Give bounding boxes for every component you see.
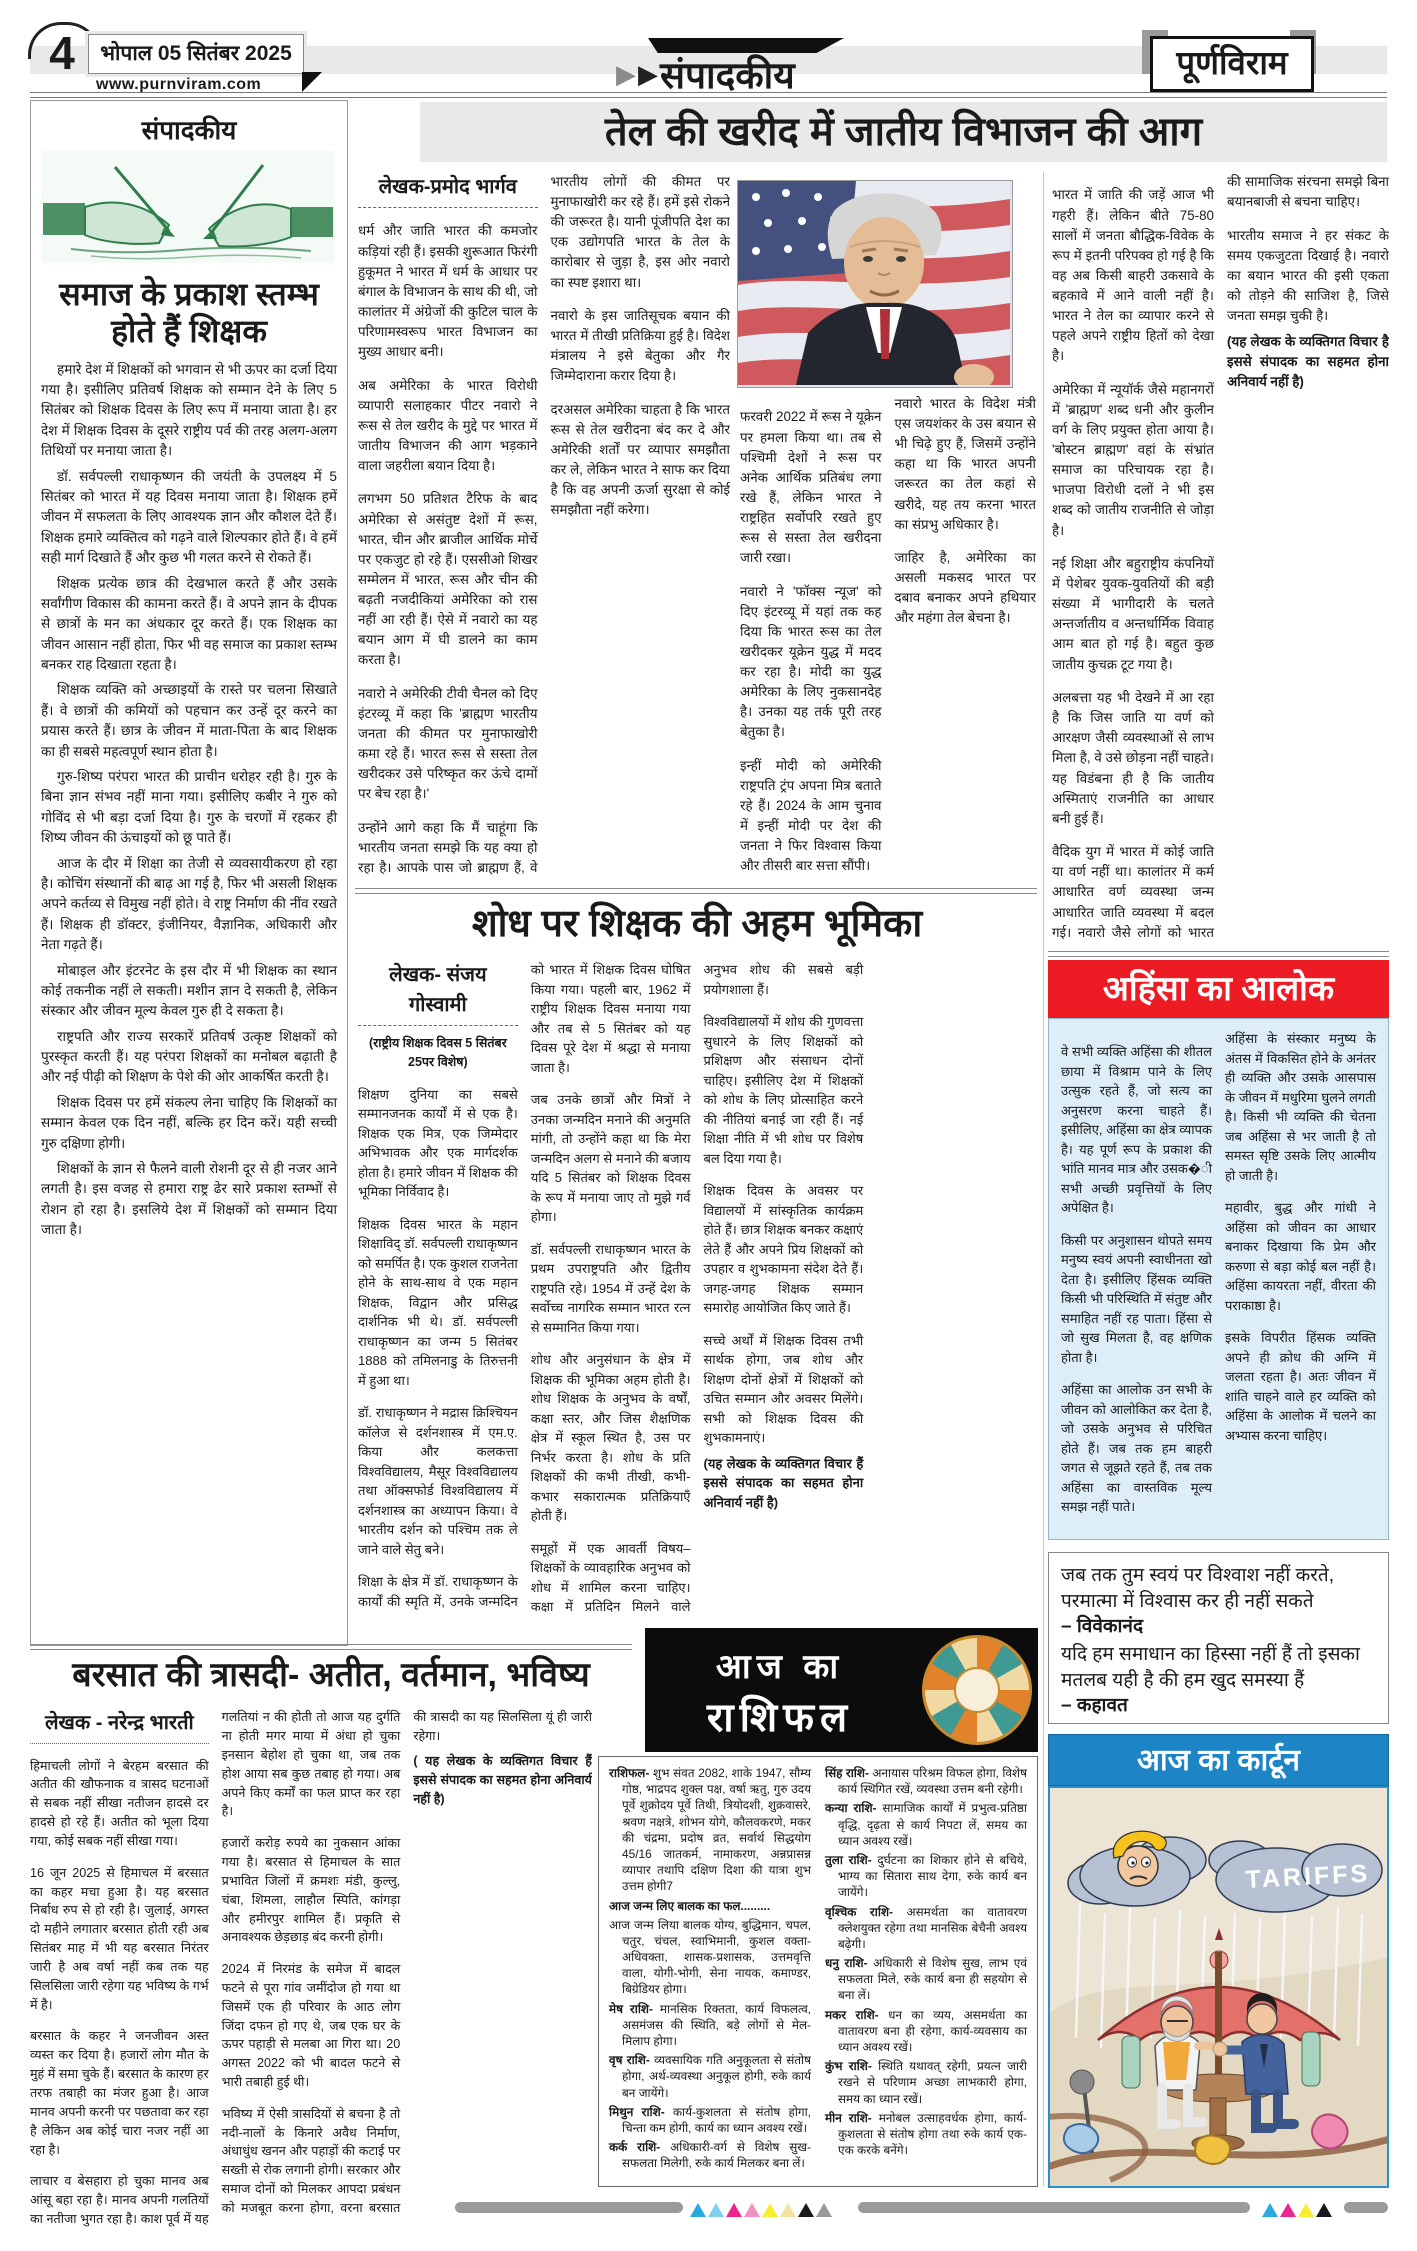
paragraph: फरवरी 2022 में रूस ने यूक्रेन पर हमला किया था। तब से पश्चिमी देशों ने रूस पर अनेक आर्थिक प्रतिबंध लगा रखे हैं, लेकिन भारत ने राष्ट्रहित सर्वोपरि रखते हुए रूस से सस्ता तेल खरीदना जारी रखा।: [740, 409, 882, 566]
quote-author: – कहावत: [1061, 1695, 1128, 1717]
horoscope-title-line2: राशिफल: [706, 1696, 854, 1740]
horoscope-entry: मकर राशि- धन का व्यय, असमर्थता का वातावरण बना ही रहेगा, कार्य-व्यवसाय का ध्यान अवश्य रखें।: [825, 2007, 1028, 2054]
rain-disclaimer: ( यह लेखक के व्यक्तिगत विचार हैं इससे संपादक का सहमत होना अनिवार्य नहीं है): [413, 1753, 592, 1806]
writing-hands-illustration: [41, 151, 335, 263]
cartoon-title: आज का कार्टून: [1048, 1734, 1389, 1786]
rain-article-columns: [30, 1708, 592, 2242]
paragraph: डॉ. सर्वपल्ली राधाकृष्णन की जयंती के उपलक्ष्य में 5 सितंबर को भारत में यह दिवस मनाया जाता है। शिक्षक हमें जीवन में सफलता के लिए आवश्यक ज्ञान और कौशल देते हैं। शिक्षक हमारे व्यक्तित्व को गढ़ने वाले शिल्पकार होते हैं। वे हमें सही मार्ग दिखाते हैं और कुछ भी गलत करने से रोकते हैं।: [41, 468, 337, 566]
paragraph: डॉ. राधाकृष्णन ने मद्रास क्रिश्चियन कॉलेज से दर्शनशास्त्र में एम.ए. किया और कलकत्ता विश्वविद्यालय, मैसूर विश्वविद्यालय तथा ऑक्सफोर्ड विश्वविद्यालय में दर्शनशास्त्र का अध्यापन किया। वे भारतीय दर्शन को पश्चिम तक ले जाने वाले सेतु बने।: [358, 1405, 518, 1557]
paragraph: नवारो के इस जातिसूचक बयान की भारत में तीखी प्रतिक्रिया हुई है। विदेश मंत्रालय ने इसे बेतुका और गैर जिम्मेदाराना करार दिया है।: [550, 308, 730, 384]
horoscope-header: [645, 1628, 1038, 1752]
chevron-right-icon: ▶: [616, 58, 636, 89]
tariffs-rain-cartoon: [1050, 1788, 1387, 2186]
lead-article-left-columns: [358, 172, 730, 882]
research-headline: शोध पर शिक्षक की अहम भूमिका: [471, 903, 923, 945]
horoscope-intro-label: राशिफल-: [609, 1766, 650, 1780]
paragraph: शिक्षा के क्षेत्र में डॉ. राधाकृष्णन के कार्यों की स्मृति में, उनके जन्मदिन को भारत में शिक्षक दिवस घोषित किया गया। पहली बार, 1962 में राष्ट्रीय शिक्षक दिवस मनाया गया और तब से 5 सितंबर को यह दिवस पूरे देश में श्रद्धा से मनाया जाता है।: [358, 962, 691, 1609]
lead-right-text: [1052, 172, 1389, 950]
paragraph: अब अमेरिका के भारत विरोधी व्यापारी सलाहकार पीटर नवारो ने रूस से तेल खरीद के मुद्दे पर भारत में जातीय विभाजन की आग भड़काने वाला जहरीला बयान दिया है।: [358, 377, 538, 473]
horoscope-intro-text: शुभ संवत 2082, शाके 1947, सौम्य गोष्ठ, भाद्रपद शुक्ल पक्ष, वर्षा ऋतु, गुरु उदय पूर्वे शुक्रोदय पूर्वे तिथी, त्रियोदशी, शुक्रवासरे, श्रवण नक्षत्रे, शोभन योगे, कौलवकरणे, मकर की चंद्रमा, प्रदोष व्रत, सर्वार्थ सिद्धयोग 45/16 जातकर्म, नामाकरण, अन्नप्रासन्न व्यापार तथापि दक्षिण दिशा की यात्रा शुभ उत्तम होगी7: [622, 1766, 811, 1894]
page-number: 4: [49, 27, 75, 79]
paragraph: उन्होंने आगे कहा कि मैं चाहूंगा कि भारतीय जनता समझे कि यह क्या हो रहा है। आपके पास जो ब्राह्मण हैं, वे भारतीय लोगों की कीमत पर मुनाफाखोरी कर रहे हैं। हमें इसे रोकने की जरूरत है। यानी पूंजीपति देश का एक उद्योगपति भारत के तेल के कारोबार से जुड़ा है, इस ओर नवारो का स्पष्ट इशारा था।: [358, 174, 730, 876]
lead-disclaimer: (यह लेखक के व्यक्तिगत विचार है इससे संपादक का सहमत होना अनिवार्य नहीं है): [1227, 334, 1389, 390]
paragraph: मोबाइल और इंटरनेट के इस दौर में भी शिक्षक का स्थान कोई तकनीक नहीं ले सकती। मशीन ज्ञान दे सकती है, लेकिन संस्कार और जीवन मूल्य केवल गुरु ही दे सकता है।: [41, 962, 337, 1019]
lead-headline: तेल की खरीद में जातीय विभाजन की आग: [420, 102, 1387, 162]
horoscope-title: [655, 1642, 905, 1743]
registration-bar: [858, 2202, 1250, 2213]
paragraph: समूहों में एक आवर्ती विषय–शिक्षकों के व्यावहारिक अनुभव को शोध में शामिल करना चाहिए। कक्षा में प्रतिदिन मिलने वाले अनुभव शोध की सबसे बड़ी प्रयोगशाला हैं।: [530, 962, 864, 1614]
paragraph: डॉ. सर्वपल्ली राधाकृष्णन भारत के प्रथम उपराष्ट्रपति और द्वितीय राष्ट्रपति रहे। 1954 में उन्हें देश के सर्वोच्च नागरिक सम्मान भारत रत्न से सम्मानित किया गया।: [530, 1241, 691, 1335]
paragraph: नवारो भारत के विदेश मंत्री एस जयशंकर के उस बयान से भी चिढ़े हुए हैं, जिसमें उन्होंने कहा था कि भारत अपनी जरूरत का तेल कहां से खरीदे, यह तय करना भारत का संप्रभु अधिकार है।: [894, 396, 1036, 532]
paragraph: 2024 में निरमंड के समेज में बादल फटने से पूरा गांव जमींदोज हो गया था जिसमें एक ही परिवार के आठ लोग जिंदा दफन हो गए थे, जब एक घर के ऊपर पहाड़ी से मलबा आ गिरा था। 20 अगस्त 2022 को भी बादल फटने से भारी तबाही हुई थी।: [221, 1961, 401, 2090]
paragraph: शिक्षक प्रत्येक छात्र की देखभाल करते हैं और उसके सर्वांगीण विकास की कामना करते हैं। वे अपने ज्ञान के दीपक से छात्रों के मन का अंधकार दूर करते हैं। एक शिक्षक का जीवन आसान नहीं होता, फिर भी वह समाज का प्रकाश स्तम्भ बनकर राह दिखाता रहता है।: [41, 575, 337, 673]
paragraph: विश्वविद्यालयों में शोध की गुणवत्ता सुधारने के लिए शिक्षकों को प्रशिक्षण और संसाधन दोनों चाहिए। इसीलिए देश में शिक्षकों को शोध के लिए प्रोत्साहित करने की नीतियां बनाई जा रही हैं। नई शिक्षा नीति में भी शोध पर विशेष बल दिया गया है।: [703, 1014, 864, 1166]
zodiac-wheel-icon: [922, 1635, 1032, 1745]
paragraph: भारतीय समाज ने हर संकट के समय एकजुटता दिखाई है। नवारो का बयान भारत की इसी एकता को तोड़ने की साजिश है, जिसे जनता समझ चुकी है।: [1227, 227, 1389, 324]
horoscope-box: [598, 1756, 1038, 2187]
horoscope-title-line1: आज का: [715, 1648, 845, 1686]
cartoon-image: [1048, 1786, 1389, 2188]
quote-text: यदि हम समाधान का हिस्सा नहीं हैं तो इसका मतलब यही है की हम खुद समस्या हैं: [1061, 1643, 1360, 1691]
paragraph: शिक्षक व्यक्ति को अच्छाइयों के रास्ते पर चलना सिखाते हैं। वे छात्रों की कमियों को पहचान कर उन्हें दूर करने का प्रयास करते हैं। छात्र के जीवन में माता-पिता के बाद शिक्षक का ही सबसे महत्वपूर्ण स्थान होता है।: [41, 682, 337, 759]
quotes-box: [1048, 1552, 1389, 1724]
paragraph: धर्म और जाति भारत की कमजोर कड़ियां रही हैं। इसकी शुरूआत फिरंगी हुकूमत ने भारत में धर्म के आधार पर बंगाल के विभाजन के साथ की थी, जो कालांतर में अंग्रेजों की कुटिल चाल के परिणामस्वरूप भारत विभाजन का मुख्य आधार बनी।: [358, 223, 538, 360]
horoscope-entry: धनु राशि- अधिकारी से विशेष सुख, लाभ एवं सफलता मिले, रुके कार्य बना ही सहयोग से बना लें।: [825, 1956, 1027, 2003]
paragraph: राष्ट्रपति और राज्य सरकारें प्रतिवर्ष उत्कृष्ट शिक्षकों को पुरस्कृत करती हैं। यह परंपरा शिक्षकों का मनोबल बढ़ाती है और नई पीढ़ी को शिक्षण के पेशे की ओर आकर्षित करती है।: [41, 1028, 337, 1085]
paragraph: 16 जून 2025 से हिमाचल में बरसात का कहर मचा हुआ है। यह बरसात निर्बाध रुप से हो रही है। जुलाई, अगस्त दो महीने लगातार बरसात होती रही अब सितंबर माह में भी यह बरसात निरंतर जारी है अब वर्षा नहीं कब तक यह सिलसिला जारी रहेगा यह भविष्य के गर्भ में है।: [30, 1865, 209, 2012]
navarro-flag-photo: [738, 181, 1010, 385]
paragraph: शोध और अनुसंधान के क्षेत्र में शिक्षक की भूमिका अहम होती है। शोध शिक्षक के अनुभव के वर्षों, कक्षा स्तर, और जिस शैक्षणिक क्षेत्र में स्कूल स्थित है, उस पर निर्भर करता है। शोध के प्रति शिक्षकों की कभी तीखी, कभी-कभार सकारात्मक प्रतिक्रियाएँ होती हैं।: [530, 1352, 691, 1523]
ahimsa-body: [1048, 1018, 1389, 1540]
column-divider: [1043, 172, 1044, 2186]
chevron-right-icon: ▶: [638, 58, 658, 89]
ahimsa-text: [1061, 1029, 1376, 1529]
paragraph: नवारो ने 'फॉक्स न्यूज' को दिए इंटरव्यू में यहां तक कह दिया कि भारत रूस का तेल खरीदकर यूक्रेन युद्ध में मदद कर रहा है। मोदी का युद्ध अमेरिका के लिए नुकसानदेह है। उनका यह तर्क पूरी तरह बेतुका है।: [740, 583, 882, 740]
paragraph: महावीर, बुद्ध और गांधी ने अहिंसा को जीवन का आधार बनाकर दिखाया कि प्रेम और करुणा से बड़ा कोई बल नहीं है। अहिंसा कायरता नहीं, वीरता की पराकाष्ठा है।: [1225, 1200, 1376, 1313]
website-url: www.purnviram.com: [96, 76, 262, 93]
paragraph: शिक्षक दिवस के अवसर पर विद्यालयों में सांस्कृतिक कार्यक्रम होते हैं। छात्र शिक्षक बनकर कक्षाएं लेते हैं और अपने प्रिय शिक्षकों को उपहार व शुभकामना संदेश देते हैं। जगह-जगह शिक्षक सम्मान समारोह आयोजित किए जाते हैं।: [703, 1183, 864, 1315]
paragraph: अलबत्ता यह भी देखने में आ रहा है कि जिस जाति या वर्ण को आरक्षण जैसी व्यवस्थाओं से लाभ मिला है, वे उसे छोड़ना नहीं चाहते। यह विडंबना ही है कि जातीय अस्मिताएं राजनीति का आधार बनी हुई हैं।: [1052, 690, 1214, 826]
horoscope-birth-title: आज जन्म लिए बालक का फल.........: [609, 1898, 771, 1913]
paragraph: बरसात के कहर ने जनजीवन अस्त व्यस्त कर दिया है। हजारों लोग मौत के मुहं में समा चुके हैं। बरसात के कारण हर तरफ तबाही का मंजर हुआ है। आज मानव अपनी करनी पर पछतावा कर रहा है लेकिन अब कोई चारा नजर नहीं आ रहा है।: [30, 2029, 209, 2157]
ahimsa-title: अहिंसा का आलोक: [1048, 960, 1389, 1018]
paragraph: गुरु-शिष्य परंपरा भारत की प्राचीन धरोहर रही है। गुरु के बिना ज्ञान संभव नहीं माना गया। इसीलिए कबीर ने गुरु को गोविंद से भी बड़ा दर्जा दिया है। गुरु के चरणों में रहकर ही शिष्य जीवन की ऊंचाइयों को छू पाते हैं।: [41, 769, 337, 846]
lead-byline: लेखक-प्रमोद भार्गव: [358, 172, 538, 208]
editorial-kicker: संपादकीय: [141, 115, 237, 145]
masthead: पूर्णविराम: [1150, 36, 1314, 92]
paragraph: अहिंसा का आलोक उन सभी के जीवन को आलोकित कर देता है, जो उसके अनुभव से परिचित होते हैं। जब तक हम बाहरी जगत से जूझते रहते हैं, तब तक अहिंसा का वास्तविक मूल्य समझ नहीं पाते।: [1061, 1382, 1212, 1514]
paragraph: अमेरिका में न्यूयॉर्क जैसे महानगरों में 'ब्राह्मण' शब्द धनी और कुलीन वर्ग के लिए प्रयुक्त होता आया है। 'बोस्टन ब्राह्मण' वहां के संभ्रांत समाज का परिचायक रहा है। भाजपा विरोधी दलों ने भी इस शब्द को जातीय राजनीति से जोड़ा है।: [1052, 381, 1214, 538]
research-note: (राष्ट्रीय शिक्षक दिवस 5 सितंबर 25पर विशेष): [368, 1036, 507, 1069]
paragraph: नवारो ने अमेरिकी टीवी चैनल को दिए इंटरव्यू में कहा कि 'ब्राह्मण भारतीय जनता की कीमत पर मुनाफाखोरी कमा रहे हैं। भारत रूस से सस्ता तेल खरीदकर उसे परिष्कृत कर ऊंचे दामों पर बेच रहा है।': [358, 685, 538, 802]
paragraph: जब उनके छात्रों और मित्रों ने उनका जन्मदिन मनाने की अनुमति मांगी, तो उन्होंने कहा था कि मेरा जन्मदिन अलग से मनाने की बजाय यदि 5 सितंबर को शिक्षक दिवस के रूप में मनाया जाए तो मुझे गर्व होगा।: [530, 1092, 691, 1224]
horoscope-entry: कर्क राशि- अधिकारी-वर्ग से विशेष सुख-सफलता मिलेगी, रुके कार्य मिलकर बना लें।: [609, 2140, 811, 2171]
paragraph: इसके विपरीत हिंसक व्यक्ति अपने ही क्रोध की अग्नि में जलता रहता है। अतः जीवन में शांति चाहने वाले हर व्यक्ति को अहिंसा के आलोक में चलने का अभ्यास करना चाहिए।: [1225, 1330, 1376, 1443]
paragraph: हजारों करोड़ रुपये का नुकसान आंका गया है। बरसात से हिमाचल के सात प्रभावित जिलों में क्रमशः मंडी, कुल्लु, चंबा, शिमला, लाहौल स्पिति, कांगड़ा और हमीरपुर शामिल हैं। प्रकृति से अनावश्यक छेड़छाड़ बंद करनी होगी।: [221, 1835, 401, 1945]
editorial-column: [30, 100, 348, 1646]
paragraph: सच्चे अर्थों में शिक्षक दिवस तभी सार्थक होगा, जब शोध और शिक्षण दोनों क्षेत्रों में शिक्षकों को उचित सम्मान और अवसर मिलेंगे। सभी को शिक्षक दिवस की शुभकामनाएं।: [703, 1332, 864, 1445]
paragraph: शिक्षण दुनिया का सबसे सम्मानजनक कार्यों में से एक है। शिक्षक एक मित्र, एक जिम्मेदार अभिभावक और एक मार्गदर्शक होता है। हमारे जीवन में शिक्षक की भूमिका निर्विवाद है।: [358, 1086, 518, 1199]
section-label: संपादकीय: [660, 55, 795, 96]
horoscope-entry: वृश्चिक राशि- असमर्थता का वातावरण क्लेशयुक्त रहेगा तथा मानसिक बेचैनी अवश्य बढ़ेगी।: [825, 1904, 1027, 1951]
horoscope-entry: मेष राशि- मानसिक रिक्तता, कार्य विफलत्व, असमंजस की स्थिति, बड़े लोगों से मेल-मिलाप होगा।: [609, 2001, 811, 2048]
paragraph: शिक्षक दिवस पर हमें संकल्प लेना चाहिए कि शिक्षकों का सम्मान केवल एक दिन नहीं, बल्कि हर दिन करें। यही सच्ची गुरु दक्षिणा होगी।: [41, 1094, 337, 1151]
registration-bar: [455, 2202, 683, 2213]
registration-triangles: [690, 2199, 834, 2217]
research-article-columns: [358, 960, 1036, 1630]
header-rule: [30, 92, 1387, 98]
paragraph: आज के दौर में शिक्षा का तेजी से व्यवसायीकरण हो रहा है। कोचिंग संस्थानों की बाढ़ आ गई है, फिर भी असली शिक्षक अपने कर्तव्य से विमुख नहीं होते। वे राष्ट्र निर्माण की नींव रखते हैं। शिक्षक ही डॉक्टर, इंजीनियर, वैज्ञानिक, अधिकारी और नेता गढ़ते हैं।: [41, 855, 337, 953]
section-rule: [355, 888, 1037, 894]
lead-center-text: [740, 394, 1036, 882]
paragraph: भारत में जाति की जड़ें आज भी गहरी हैं। लेकिन बीते 75-80 सालों में जनता बौद्धिक-विवेक के रूप में इतनी परिपक्व हो गई है कि वह अब किसी बाहरी उकसावे के बहकावे में आने वाली नहीं है। भारत ने तेल का व्यापार करने से पहले अपने राष्ट्रीय हितों को देखा है।: [1052, 187, 1214, 364]
research-disclaimer: (यह लेखक के व्यक्तिगत विचार हैं इससे संपादक का सहमत होना अनिवार्य नहीं है): [703, 1455, 864, 1510]
horoscope-birth-text: आज जन्म लिया बालक योग्य, बुद्धिमान, चपल, चतुर, चंचल, स्वाभिमानी, कुशल वक्ता-अधिवक्ता, शासक-प्रशासक, उत्तमवृत्ति वाला, योगी-भोगी, सेना नायक, कमाण्डर, बिग्रेडियर होगा।: [609, 1917, 811, 1997]
lead-left-text: [358, 172, 730, 882]
horoscope-entry: तुला राशि- दुर्घटना का शिकार होने से बचिये, भाग्य का सितारा साथ देगा, रुके कार्य बन जायेंगे।: [825, 1852, 1027, 1900]
fold-triangle-icon: [302, 72, 322, 92]
registration-bar: [1344, 2202, 1388, 2213]
horoscope-entry: मिथुन राशि- कार्य-कुशलता से संतोष होगा, चिन्ता कम होगी, कार्य का ध्यान अवश्य रखें।: [609, 2104, 811, 2135]
editorial-headline: [41, 276, 337, 350]
horoscope-entry: वृष राशि- व्यवसायिक गति अनुकूलता से संतोष होगा, अर्थ-व्यवस्था अनुकूल होगी, रुके कार्य बन जायेंगे।: [609, 2053, 811, 2100]
paragraph: लाचार व बेसहारा हो चुका मानव अब आंसू बहा रहा है। मानव अपनी गलतियों का नतीजा भुगत रहा है। काश पूर्व में यह गलतियां न की होती तो आज यह दुर्गति ना होती मगर माया में अंधा हो चुका इनसान बेहोश हो चुका था, जब तक होश आया सब कुछ तबाह हो गया। अब अपने किए कर्मों का फल प्राप्त कर रहा है।: [30, 1710, 401, 2226]
horoscope-entry: कन्या राशि- सामाजिक कार्यों में प्रभुत्व-प्रतिष्ठा वृद्धि, दृढ़ता से कार्य निपटा लें, समय का ध्यान अवश्य रखें।: [825, 1801, 1027, 1848]
horoscope-entry: मीन राशि- मनोबल उत्साहवर्धक होगा, कार्य-कुशलता से संतोष होगा तथा रुके कार्य एक-एक करके बनेंगे।: [825, 2110, 1028, 2158]
svg-text:TARIFFS: TARIFFS: [1244, 1859, 1371, 1894]
editorial-headline-line2: होते हैं शिक्षक: [111, 312, 267, 349]
date-box: भोपाल 05 सितंबर 2025: [88, 34, 304, 74]
section-rule: [1048, 951, 1389, 957]
rain-headline: बरसात की त्रासदी- अतीत, वर्तमान, भविष्य: [72, 1656, 590, 1694]
quote-author: – विवेकानंद: [1061, 1616, 1144, 1638]
paragraph: भविष्य में ऐसी त्रासदियों से बचना है तो नदी-नालों के किनारे अवैध निर्माण, अंधाधुंध खनन और पहाड़ों की कटाई पर सख्ती से रोक लगानी होगी। सरकार और समाज दोनों को मिलकर आपदा प्रबंधन को मजबूत करना होगा, वरना बरसात की त्रासदी का यह सिलसिला यूं ही जारी रहेगा।: [221, 1710, 592, 2216]
paragraph: किसी पर अनुशासन थोपते समय मनुष्य स्वयं अपनी स्वाधीनता खो देता है। इसीलिए हिंसक व्यक्ति किसी भी परिस्थिति में संतुष्ट और समाहित नहीं रह पाता। हिंसा से जो सुख मिलता है, वह क्षणिक होता है।: [1061, 1232, 1212, 1365]
article-photo: [737, 180, 1013, 388]
paragraph: लगभग 50 प्रतिशत टैरिफ के बाद अमेरिका से असंतुष्ट देशों में रूस, भारत, चीन और ब्राजील आर्थिक मोर्चे पर एकजुट हो रहे हैं। एससीओ शिखर सम्मेलन में भारत, रूस और चीन की बढ़ती नजदीकियां अमेरिका को रास नहीं आ रही हैं। ऐसे में नवारो का यह बयान आग में घी डालने का काम करता है।: [358, 491, 538, 668]
paragraph: जाहिर है, अमेरिका का असली मकसद भारत पर दबाव बनाकर अपने हथियार और महंगा तेल बेचना है।: [894, 550, 1036, 626]
paragraph: हिमाचली लोगों ने बेरहम बरसात की अतीत की खौफनाक व त्रासद घटनाओं से सबक नहीं सीखा नतीजन हादसे दर हादसे हो रहे हैं। अतीत को भूला दिया गया, कोई सबक नहीं सीखा गया।: [30, 1758, 209, 1849]
paragraph: दरअसल अमेरिका चाहता है कि भारत रूस से तेल खरीदना बंद कर दे और अमेरिकी शर्तों पर व्यापार समझौता कर ले, लेकिन भारत ने साफ कर दिया है कि वह अपनी ऊर्जा सुरक्षा से कोई समझौता नहीं करेगा।: [550, 401, 730, 518]
quote-text: जब तक तुम स्वयं पर विश्वाश नहीं करते, परमात्मा में विश्वास कर ही नहीं सकते: [1061, 1565, 1335, 1612]
paragraph: इन्हीं मोदी को अमेरिकी राष्ट्रपति ट्रंप अपना मित्र बताते रहे हैं। 2024 के आम चुनाव में इन्हीं मोदी पर देश की जनता ने फिर विश्वास किया और तीसरी बार सत्ता सौंपी।: [740, 757, 882, 874]
paragraph: अहिंसा के संस्कार मनुष्य के अंतस में विकसित होने के अनंतर ही व्यक्ति और उसके आसपास के जीवन में मधुरिमा घुलने लगती है। किसी भी व्यक्ति की चेतना जब अहिंसा से भर जाती है तो समस्त सृष्टि उसके लिए आत्मीय हो जाती है।: [1225, 1031, 1376, 1183]
paragraph: नई शिक्षा और बहुराष्ट्रीय कंपनियों में पेशेबर युवक-युवतियों की बड़ी संख्या में भागीदारी के चलते अन्तर्जातीय व अन्तर्धार्मिक विवाह आम बात हो गई है। बहुत कुछ जातीय कुचक्र टूट गया है।: [1052, 556, 1214, 672]
lead-article-center-columns: [740, 394, 1036, 882]
paragraph: शिक्षकों के ज्ञान से फैलने वाली रोशनी दूर से ही नजर आने लगती है। इस वजह से हमारा राष्ट्र ढेर सारे प्रकाश स्तम्भों से रोशन हो रहा है। इसलिये देश में शिक्षकों को सम्मान दिया जाता है।: [41, 1161, 337, 1238]
horoscope-entry: कुंभ राशि- स्थिति यथावत् रहेगी, प्रयत्न जारी रखने से परिणाम अच्छा लाभकारी होगा, समय का ध्यान रखें।: [825, 2059, 1027, 2106]
paragraph: वे सभी व्यक्ति अहिंसा की शीतल छाया में विश्राम पाने के लिए उत्सुक रहते हैं, जो सत्य का अनुसरण करना चाहते हैं। इसीलिए, अहिंसा का क्षेत्र व्यापक है। यह पूर्ण रूप के प्रकाश की भांति मानव मात्र और उसक�ी सभी अच्छी प्रवृत्तियों के लिए अपेक्षित है।: [1061, 1044, 1212, 1215]
horoscope-entry: सिंह राशि- अनायास परिश्रम विफल होगा, विशेष कार्य स्थिगित रखें, व्यवस्था उत्तम बनी रहेगी।: [825, 1766, 1028, 1797]
horoscope-intro: [609, 1765, 811, 1895]
editorial-body: [41, 360, 337, 1241]
paragraph: शिक्षक दिवस भारत के महान शिक्षाविद् डॉ. सर्वपल्ली राधाकृष्णन को समर्पित है। एक कुशल राजनेता होने के साथ-साथ वे एक महान शिक्षक, विद्वान और प्रसिद्ध दार्शनिक भी थे। डॉ. सर्वपल्ली राधाकृष्णन का जन्म 5 सितंबर 1888 को तमिलनाडु के तिरुत्तनी में हुआ था।: [358, 1216, 518, 1388]
paragraph: वैदिक युग में भारत में कोई जाति या वर्ण नहीं था। कालांतर में कर्म आधारित वर्ण व्यवस्था जन्म आधारित जाति व्यवस्था में बदल गई। नवारो जैसे लोगों को भारत की सामाजिक संरचना समझे बिना बयानबाजी से बचना चाहिए।: [1052, 174, 1389, 940]
registration-triangles: [1262, 2199, 1334, 2217]
paragraph: हमारे देश में शिक्षकों को भगवान से भी ऊपर का दर्जा दिया गया है। इसीलिए प्रतिवर्ष शिक्षक को सम्मान देने के लिए 5 सितंबर को शिक्षक दिवस के लिए रूप में मनाया जाता है। हर देश में शिक्षक दिवस के दूसरे राष्ट्रीय पर्व की तरह अलग-अलग तिथियों पर मनाया जाता है।: [41, 361, 337, 459]
editorial-headline-line1: समाज के प्रकाश स्तम्भ: [59, 276, 319, 312]
rain-byline: लेखक - नरेन्द्र भारती: [30, 1708, 209, 1744]
lead-article-right-columns: [1052, 172, 1389, 950]
research-byline: लेखक- संजय गोस्वामी: [358, 960, 518, 1026]
